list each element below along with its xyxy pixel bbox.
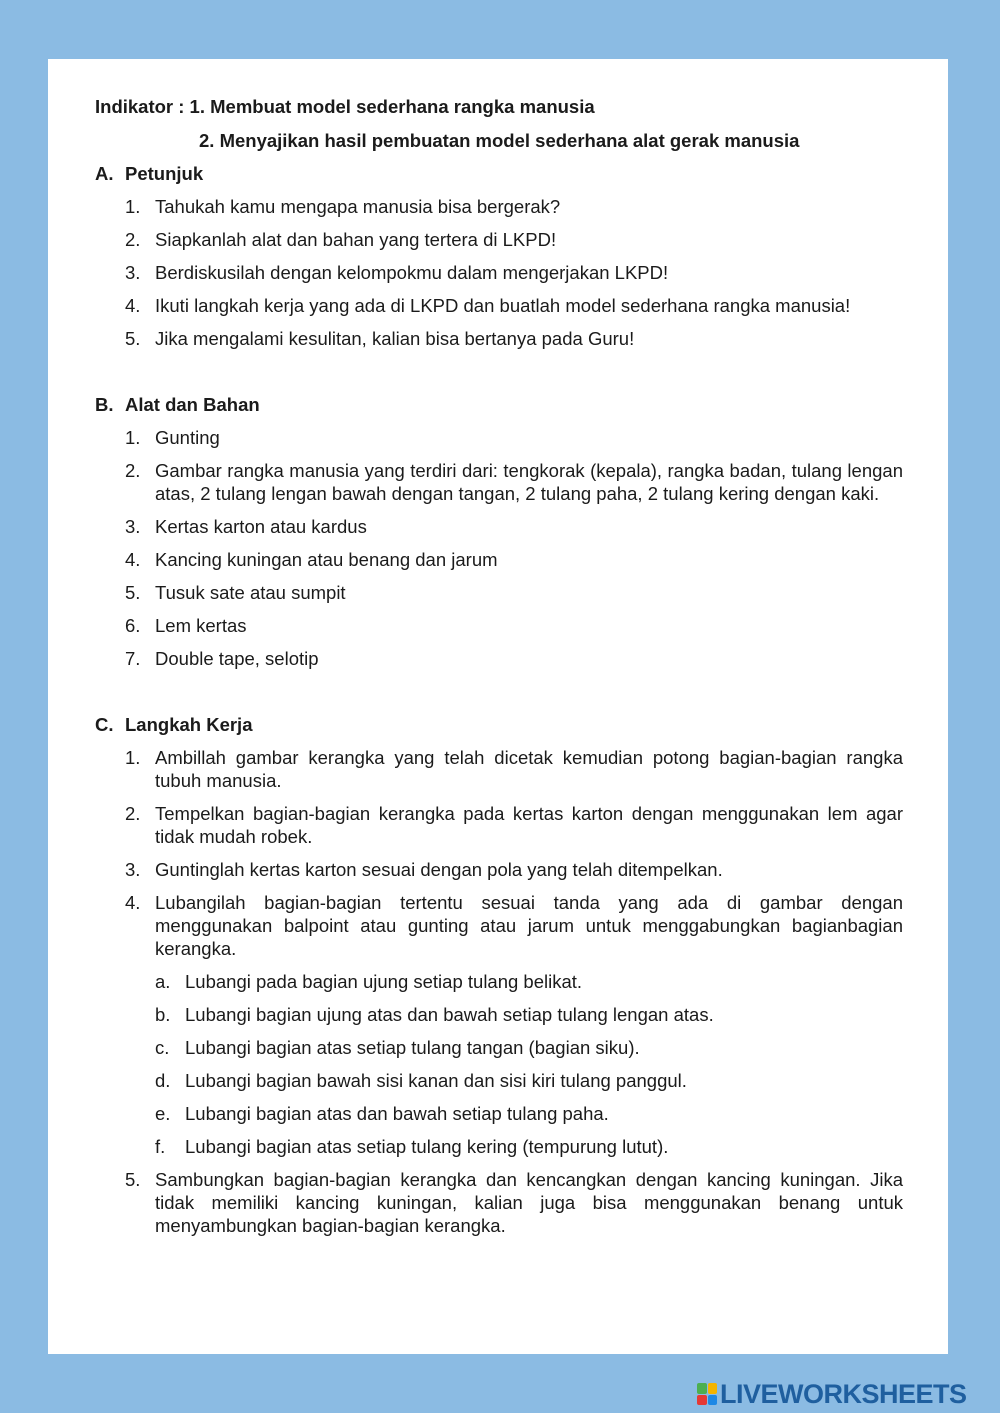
worksheet-content xyxy=(95,95,903,1237)
section-title: Alat dan Bahan xyxy=(125,394,260,415)
sub-list-item xyxy=(95,1069,903,1092)
list-item xyxy=(95,515,903,538)
list-item xyxy=(95,581,903,604)
item-text: Kancing kuningan atau benang dan jarum xyxy=(155,549,498,570)
sub-item-letter: f. xyxy=(155,1136,166,1157)
item-text: Kertas karton atau kardus xyxy=(155,516,367,537)
petunjuk-list xyxy=(95,195,903,350)
item-number: 5. xyxy=(125,1169,141,1190)
sub-item-letter: d. xyxy=(155,1070,171,1091)
item-text: Siapkanlah alat dan bahan yang tertera di LKPD! xyxy=(155,229,557,250)
item-text: Ambillah gambar kerangka yang telah dicetak kemudian potong bagian-bagian rangka tubuh manusia. xyxy=(155,747,903,791)
logo-text: LIVEWORKSHEETS xyxy=(720,1378,967,1409)
sub-list-item xyxy=(95,1036,903,1059)
liveworksheets-logo[interactable] xyxy=(697,1378,967,1409)
langkah-kerja-list xyxy=(95,746,903,1237)
sub-list-wrapper xyxy=(95,970,903,1158)
list-item xyxy=(95,294,903,317)
list-item xyxy=(95,802,903,848)
list-item xyxy=(95,891,903,1158)
item-text: Sambungkan bagian-bagian kerangka dan kencangkan dengan kancing kuningan. Jika tidak memiliki kancing kuningan, kalian juga bisa menggunakan benang untuk menyambungkan bagian-bagian kerangka. xyxy=(155,1169,903,1236)
alat-bahan-list xyxy=(95,426,903,670)
item-number: 4. xyxy=(125,549,141,570)
item-text: Double tape, selotip xyxy=(155,648,319,669)
list-item xyxy=(95,228,903,251)
list-item xyxy=(95,746,903,792)
item-number: 2. xyxy=(125,803,141,824)
section-letter: B. xyxy=(95,394,114,415)
item-number: 5. xyxy=(125,582,141,603)
item-number: 3. xyxy=(125,262,141,283)
list-item xyxy=(95,614,903,637)
indicator-block xyxy=(95,95,903,152)
item-number: 3. xyxy=(125,516,141,537)
sub-item-text: Lubangi pada bagian ujung setiap tulang belikat. xyxy=(185,971,583,992)
item-number: 4. xyxy=(125,892,141,913)
item-number: 2. xyxy=(125,460,141,481)
indicator-line-1: Indikator : 1. Membuat model sederhana rangka manusia xyxy=(95,96,595,117)
list-item xyxy=(95,426,903,449)
item-number: 3. xyxy=(125,859,141,880)
section-title: Petunjuk xyxy=(125,163,204,184)
item-text: Gunting xyxy=(155,427,220,448)
item-text: Tempelkan bagian-bagian kerangka pada kertas karton dengan menggunakan lem agar tidak mudah robek. xyxy=(155,803,903,847)
section-letter: C. xyxy=(95,714,114,735)
sub-item-text: Lubangi bagian bawah sisi kanan dan sisi kiri tulang panggul. xyxy=(185,1070,687,1091)
lubangi-sub-list xyxy=(95,970,903,1158)
list-item xyxy=(95,195,903,218)
section-title: Langkah Kerja xyxy=(125,714,253,735)
item-text: Jika mengalami kesulitan, kalian bisa bertanya pada Guru! xyxy=(155,328,635,349)
sub-item-text: Lubangi bagian atas setiap tulang tangan (bagian siku). xyxy=(185,1037,640,1058)
list-item xyxy=(95,1168,903,1237)
list-item xyxy=(95,647,903,670)
sub-item-text: Lubangi bagian ujung atas dan bawah setiap tulang lengan atas. xyxy=(185,1004,714,1025)
section-a-heading xyxy=(95,162,903,185)
sub-item-letter: b. xyxy=(155,1004,171,1025)
sub-item-text: Lubangi bagian atas setiap tulang kering (tempurung lutut). xyxy=(185,1136,669,1157)
section-b-heading xyxy=(95,393,903,416)
list-item xyxy=(95,858,903,881)
item-number: 1. xyxy=(125,747,141,768)
sub-list-item xyxy=(95,1003,903,1026)
worksheet-page xyxy=(48,59,948,1354)
indicator-line-2: 2. Menyajikan hasil pembuatan model sederhana alat gerak manusia xyxy=(199,130,800,151)
list-item xyxy=(95,548,903,571)
item-text: Lem kertas xyxy=(155,615,247,636)
item-text: Tusuk sate atau sumpit xyxy=(155,582,346,603)
item-number: 4. xyxy=(125,295,141,316)
sub-item-letter: a. xyxy=(155,971,171,992)
section-c-heading xyxy=(95,713,903,736)
list-item xyxy=(95,327,903,350)
item-text: Tahukah kamu mengapa manusia bisa bergerak? xyxy=(155,196,561,217)
sub-list-item xyxy=(95,1135,903,1158)
item-number: 1. xyxy=(125,196,141,217)
item-number: 5. xyxy=(125,328,141,349)
sub-list-item xyxy=(95,1102,903,1125)
sub-item-text: Lubangi bagian atas dan bawah setiap tulang paha. xyxy=(185,1103,609,1124)
item-number: 2. xyxy=(125,229,141,250)
list-item xyxy=(95,261,903,284)
sub-item-letter: e. xyxy=(155,1103,171,1124)
live-mark-icon xyxy=(697,1383,717,1405)
list-item xyxy=(95,459,903,505)
section-letter: A. xyxy=(95,163,114,184)
item-text: Gambar rangka manusia yang terdiri dari: tengkorak (kepala), rangka badan, tulang lengan atas, 2 tulang lengan bawah dengan tangan, 2 tulang paha, 2 tulang kering dengan kaki. xyxy=(155,460,903,504)
item-text: Berdiskusilah dengan kelompokmu dalam mengerjakan LKPD! xyxy=(155,262,669,283)
item-text: Lubangilah bagian-bagian tertentu sesuai tanda yang ada di gambar dengan menggunakan balpoint atau gunting atau jarum untuk menggabungkan bagianbagian kerangka. xyxy=(155,892,903,959)
item-number: 1. xyxy=(125,427,141,448)
item-number: 7. xyxy=(125,648,141,669)
item-number: 6. xyxy=(125,615,141,636)
item-text: Guntinglah kertas karton sesuai dengan pola yang telah ditempelkan. xyxy=(155,859,723,880)
sub-item-letter: c. xyxy=(155,1037,170,1058)
item-text: Ikuti langkah kerja yang ada di LKPD dan buatlah model sederhana rangka manusia! xyxy=(155,295,851,316)
sub-list-item xyxy=(95,970,903,993)
